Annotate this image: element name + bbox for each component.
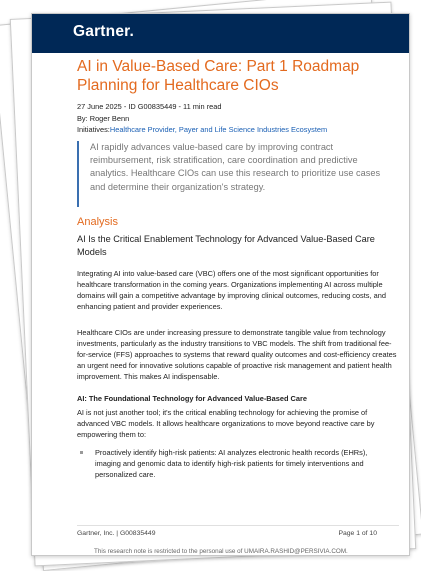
- analysis-heading: Analysis: [77, 216, 118, 228]
- paragraph: AI is not just another tool; it's the critical enabling technology for achieving the promise of advanced VBC models. It allows healthcare organizations to move beyond reactive care by empowering them to:: [77, 408, 375, 439]
- initiatives-label: Initiatives:: [77, 125, 110, 134]
- document-title: AI in Value-Based Care: Part 1 Roadmap Planning for Healthcare CIOs: [77, 58, 360, 94]
- document-page: [31, 13, 410, 556]
- gartner-logo: Gartner.: [73, 23, 135, 40]
- paragraph: Integrating AI into value-based care (VBC) offers one of the most significant opportunities for healthcare transformation in the coming years. Organizations implementing AI across multiple domains will gain a competitive advantage by improving clinical outcomes, reducing costs, and enhancing patient and provider experiences.: [77, 269, 386, 311]
- section-subheading: AI Is the Critical Enablement Technology for Advanced Value-Based Care Models: [77, 234, 375, 257]
- bold-subheading: AI: The Foundational Technology for Advanced Value-Based Care: [77, 394, 307, 403]
- bullet-marker: [80, 451, 83, 454]
- bullet-item: Proactively identify high-risk patients: AI analyzes electronic health records (EHRs), imaging and genomic data to identify high-risk patients for timely interventions and personalized care.: [95, 448, 368, 479]
- restriction-note: This research note is restricted to the personal use of UMAIRA.RASHID@PERSIVIA.COM.: [94, 548, 348, 555]
- footer-doc-id: Gartner, Inc. | G00835449: [77, 530, 156, 537]
- page-number: Page 1 of 10: [338, 530, 377, 537]
- publish-info: 27 June 2025 - ID G00835449 - 11 min read: [77, 102, 222, 111]
- paragraph: Healthcare CIOs are under increasing pressure to demonstrate tangible value from technology investments, particularly as the industry transitions to VBC models. The shift from traditional fee-for-service (FFS) approaches to systems that reward quality outcomes and cost-efficiency creates an urgent need for innovative solutions capable of proactive risk management and patient health improvement. This makes AI indispensable.: [77, 328, 397, 381]
- footer-divider: [77, 525, 399, 526]
- header-bar: [32, 14, 409, 53]
- author-line: By: Roger Benn: [77, 114, 130, 123]
- initiatives-link[interactable]: Healthcare Provider, Payer and Life Science Industries Ecosystem: [109, 125, 328, 134]
- summary-callout: AI rapidly advances value-based care by improving contract reimbursement, risk stratification, care coordination and predictive analytics. Healthcare CIOs can use this research to prioritize use cases and determine their organization's strategy.: [77, 141, 397, 207]
- initiatives-line: [77, 125, 327, 134]
